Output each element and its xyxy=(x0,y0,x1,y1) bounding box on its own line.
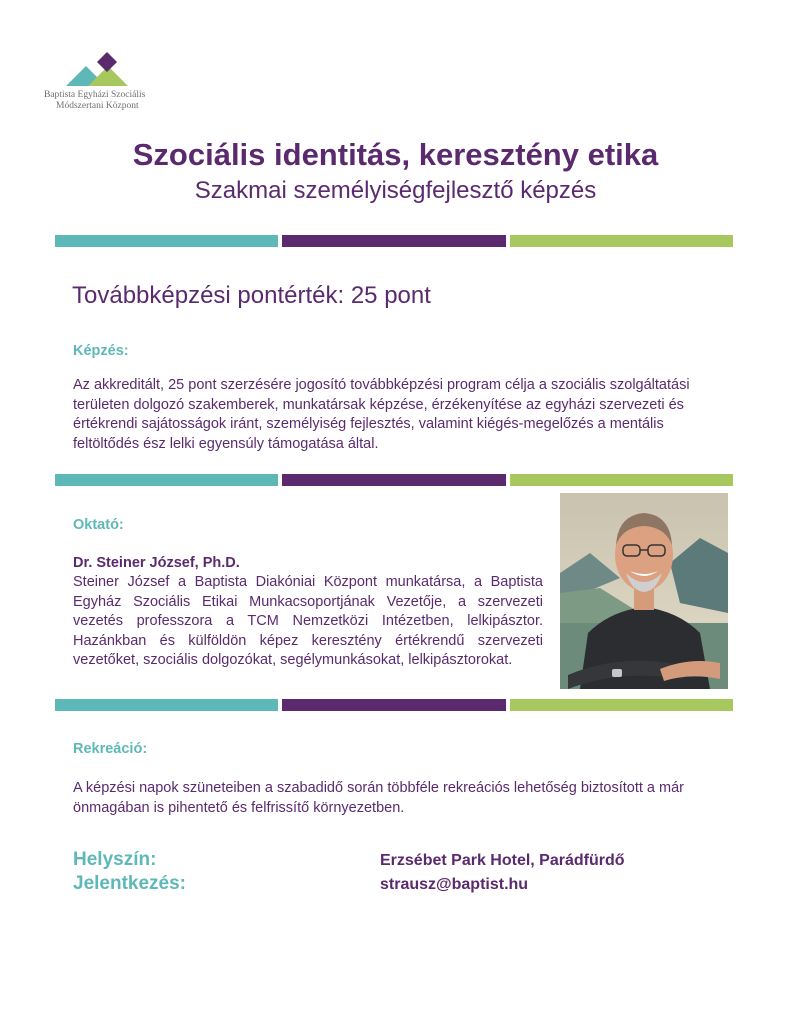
section-divider xyxy=(55,474,733,486)
location-label: Helyszín: xyxy=(73,849,157,870)
logo-text-line-2: Módszertani Központ xyxy=(56,101,139,111)
logo-mark-icon xyxy=(66,52,130,88)
registration-label: Jelentkezés: xyxy=(73,873,187,894)
section-divider xyxy=(55,699,733,711)
logo-text-line-1: Baptista Egyházi Szociális xyxy=(44,90,146,100)
page-title: Szociális identitás, keresztény etika xyxy=(132,137,659,172)
instructor-name: Dr. Steiner József, Ph.D. xyxy=(73,555,240,571)
instructor-label: Oktató: xyxy=(73,517,124,533)
page-subtitle: Szakmai személyiségfejlesztő képzés xyxy=(194,177,597,204)
location-value: Erzsébet Park Hotel, Parádfürdő xyxy=(380,852,625,869)
training-label: Képzés: xyxy=(73,343,129,359)
section-divider xyxy=(55,235,733,247)
registration-email[interactable]: strausz@baptist.hu xyxy=(380,876,529,893)
recreation-label: Rekreáció: xyxy=(73,741,148,757)
recreation-description: A képzési napok szüneteiben a szabadidő során többféle rekreációs lehetőség biztosított a már önmagában is pihentető és felfrissítő környezetben. xyxy=(73,780,684,816)
organization-logo xyxy=(44,52,164,112)
credit-points: Továbbképzési pontérték: 25 pont xyxy=(72,282,431,309)
instructor-photo xyxy=(560,493,728,689)
instructor-bio: Steiner József a Baptista Diakóniai Központ munkatársa, a Baptista Egyház Szociális Etikai Munkacsoportjának Vezetője, a szervezeti vezetés professzora a TCM Nemzetközi Intézetben, lelkipásztor. Hazánkban és külföldön képez keresztény értékrendű szervezeti vezetőket, szociális dolgozókat, segélymunkásokat, lelkipásztorokat. xyxy=(73,574,543,669)
training-description: Az akkreditált, 25 pont szerzésére jogosító továbbképzési program célja a szociális szolgáltatási területen dolgozó szakemberek, munkatársak képzése, érzékenyítése az egyházi szervezeti és értékrendi sajátosságok iránt, személyiség fejlesztés, valamint kiégés-megelőzés a mentális feltöltődés ész lelki egyensúly támogatása által. xyxy=(73,377,690,452)
